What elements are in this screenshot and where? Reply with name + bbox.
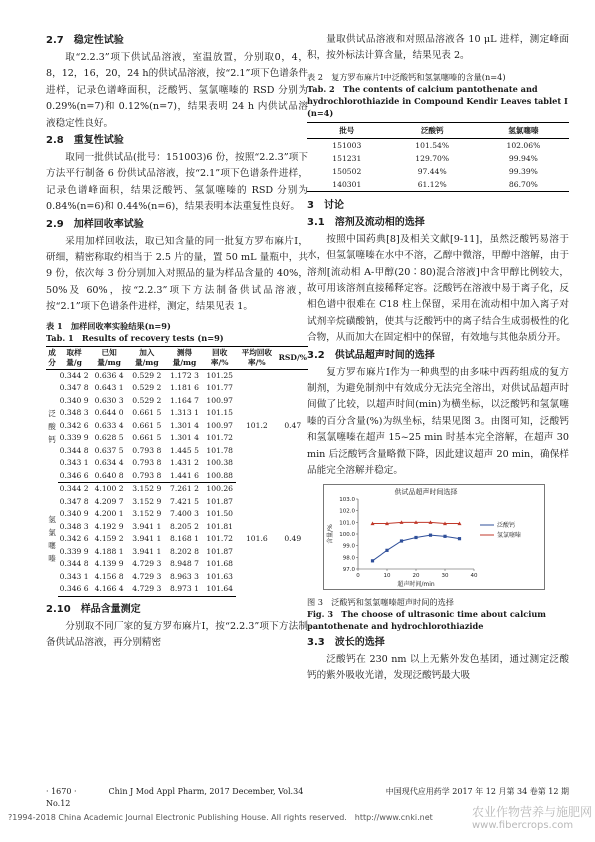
table-cell: 100.97 — [206, 395, 233, 405]
table-cell: 1.172 3 — [169, 370, 199, 380]
table-cell: 1.181 6 — [169, 383, 199, 393]
table-cell: 101.54% — [415, 140, 450, 150]
table-cell: 0.661 5 — [132, 433, 162, 443]
section-2-9-heading — [46, 217, 308, 233]
section-2-7-heading — [46, 33, 308, 49]
data-point — [443, 534, 446, 537]
section-number: 3.1 — [307, 216, 325, 228]
table-cell: 0.339 9 — [59, 433, 89, 443]
table-cell: 7.421 5 — [169, 496, 199, 506]
table-cell: 102.06% — [506, 140, 541, 150]
data-point — [385, 548, 388, 551]
table-cell: 0.637 5 — [94, 445, 124, 455]
x-tick-label: 20 — [412, 572, 420, 579]
table-cell: 4.156 8 — [94, 571, 124, 581]
footer-left: · 1670 · Chin J Mod Appl Pharm, 2017 December, Vol.34 No.12 — [46, 787, 304, 808]
table-cell: 4.100 2 — [94, 484, 124, 494]
section-title: 稳定性试验 — [73, 35, 124, 46]
table-cell: 101.68 — [206, 559, 233, 569]
data-point — [458, 537, 461, 540]
component-name: 泛酸钙 — [48, 408, 56, 444]
table-cell: 0.339 9 — [59, 546, 89, 556]
table-cell: 0.343 1 — [59, 571, 89, 581]
table-cell: 0.643 1 — [94, 383, 124, 393]
table-1-caption — [46, 320, 308, 344]
section-title: 加样回收率试验 — [73, 218, 144, 230]
table-cell: 101.15 — [206, 408, 233, 418]
figure-3-chart — [323, 484, 545, 590]
table-cell: 101.50 — [206, 509, 233, 519]
table-cell: 1.301 4 — [169, 433, 199, 443]
legend-label: 氢氯噻嗪 — [497, 531, 522, 539]
table-cell: 4.729 3 — [132, 571, 162, 581]
table-header-row — [307, 122, 569, 138]
table-cell: 4.729 3 — [132, 559, 162, 569]
section-number: 3.2 — [307, 349, 325, 361]
table-cell: 8.963 3 — [169, 571, 199, 581]
figure-3-caption-en: Fig. 3 The choose of ultrasonic time about calcium pantothenate and hydrochlorothiazide — [307, 608, 546, 631]
table-cell: 0.342 6 — [59, 420, 89, 430]
table-cell: 0.529 2 — [132, 383, 162, 393]
section-3-2-heading — [307, 348, 569, 364]
watermark-line-1: 农业作物营养与施肥网 — [472, 805, 593, 819]
table-cell: 0.529 2 — [132, 370, 162, 380]
table-cell: 101.64 — [203, 583, 236, 596]
table-cell: 4.209 7 — [94, 496, 124, 506]
table-cell: 4.729 3 — [128, 583, 166, 596]
table-cell: 3.152 9 — [132, 509, 162, 519]
legend-label: 泛酸钙 — [497, 521, 516, 529]
table-cell: 0.346 6 — [58, 470, 90, 483]
table-cell: 8.973 1 — [166, 583, 204, 596]
table-cell: 99.39% — [508, 166, 538, 176]
y-tick-label: 102.0 — [339, 508, 355, 515]
table-cell: 0.661 5 — [132, 408, 162, 418]
table-cell: 3.152 9 — [132, 484, 162, 494]
table-cell: 101.72 — [206, 433, 233, 443]
table-cell: 0.346 6 — [58, 583, 90, 596]
y-tick-label: 103.0 — [339, 496, 355, 503]
table-cell: 3.152 9 — [132, 496, 162, 506]
table-cell: 4.166 4 — [90, 583, 128, 596]
table-cell: 7.400 3 — [169, 509, 199, 519]
y-tick-label: 100.0 — [339, 531, 355, 538]
rsd-value: 0.47 — [284, 420, 302, 430]
table-row — [46, 483, 308, 496]
table-1-caption-en: Tab. 1 Results of recovery tests (n=9) — [46, 332, 224, 343]
y-axis-label: 含量/% — [327, 523, 334, 544]
section-number: 2.7 — [46, 35, 64, 46]
table-cell: 0.343 1 — [59, 458, 89, 468]
paragraph-recovery: 采用加样回收法，取已知含量的同一批复方罗布麻片Ⅰ，研细，精密称取约相当于 2.5 片的量，置 50 mL 量瓶中，共 9 份，依次每 3 份分别加入对照品的量为样品含量的 40%，50%及 60%，按“2.2.3”项下方法制备供试品溶液，按“2.1”项下色谱条件进样，测定，结果见表 1。 — [46, 235, 308, 313]
table-cell: 101.72 — [206, 534, 233, 544]
table-header-row — [46, 346, 308, 369]
table-cell: 0.634 4 — [94, 458, 124, 468]
figure-3-caption — [307, 596, 569, 632]
data-point — [429, 533, 432, 536]
table-2-caption — [307, 71, 569, 119]
table-cell: 101.78 — [206, 445, 233, 455]
section-2-10-heading — [46, 602, 308, 618]
watermark-line-2: www.fibercrops.com — [472, 820, 574, 831]
table-cell: 0.344 8 — [59, 559, 89, 569]
section-number: 2.8 — [46, 135, 64, 147]
table-cell: 101.81 — [206, 521, 233, 531]
table-cell: 101.63 — [206, 571, 233, 581]
footer-right: 中国现代应用药学 2017 年 12 月第 34 卷第 12 期 — [385, 787, 569, 796]
rsd-value: 0.49 — [284, 534, 302, 544]
paragraph-repeatability: 取同一批供试品(批号：151003)6 份，按照“2.2.3”项下方法平行制备 6 份供试品溶液，按“2.1”项下色谱条件进样，记录色谱峰面积，结果泛酸钙、氢氯噻嗪的 RSD 分别为 0.84%(n=6)和 0.44%(n=6)，结果表明本法重复性良好。 — [46, 152, 308, 213]
section-title: 溶剂及流动相的选择 — [334, 216, 425, 228]
table-cell: 0.661 5 — [132, 420, 162, 430]
table-header-cell: 成分 — [46, 346, 58, 369]
data-point — [414, 535, 417, 538]
table-cell: 0.793 8 — [128, 470, 166, 483]
x-tick-label: 30 — [441, 572, 449, 579]
table-cell: 61.12% — [387, 178, 478, 192]
table-row — [307, 138, 569, 152]
x-axis-label: 超声时间/min — [397, 580, 435, 588]
component-name: 氢氯噻嗪 — [48, 515, 56, 564]
chart-svg — [324, 485, 544, 589]
paragraph-ultrasonic: 复方罗布麻片Ⅰ作为一种典型的由多味中西药组成的复方制剂，为避免制剂中有效成分无法完全溶出，对供试品超声时间做了比较，以超声时间(min)为横坐标，以泛酸钙和氢氯噻嗪的百分含量(%)为纵坐标，结果见图 3。由图可知，泛酸钙和氢氯噻嗪在超声 15~25 min 时基本完全溶解，在超声 30 min 后泛酸钙含量略微下降，因此建议超声 20 min，确保样品能完全溶解并稳定。 — [307, 366, 569, 477]
x-tick-label: 10 — [383, 572, 391, 579]
table-cell: 100.88 — [203, 470, 236, 483]
table-cell: 8.202 8 — [169, 546, 199, 556]
x-tick-label: 0 — [356, 572, 360, 579]
table-cell: 1.164 7 — [169, 395, 199, 405]
table-cell: 0.344 8 — [59, 445, 89, 455]
table-cell: 86.70% — [478, 178, 569, 192]
table-cell: 3.941 1 — [132, 521, 162, 531]
table-row — [307, 152, 569, 165]
table-header-cell: 批号 — [307, 122, 387, 138]
average-recovery: 101.2 — [245, 420, 268, 430]
right-column — [307, 32, 569, 684]
copyright-notice: ?1994-2018 China Academic Journal Electronic Publishing House. All rights reserved. http://www.cnki.net — [8, 813, 433, 822]
table-cell: 101.87 — [206, 496, 233, 506]
x-tick-label: 40 — [470, 572, 478, 579]
table-cell: 99.94% — [508, 153, 538, 163]
section-3-heading — [307, 198, 569, 214]
table-header-cell: 回收率/% — [203, 346, 236, 369]
table-cell: 3.941 1 — [132, 534, 162, 544]
paragraph-wavelength: 泛酸钙在 230 nm 以上无紫外发色基团，通过测定泛酸钙的紫外吸收光谱，发现泛酸钙最大吸 — [307, 653, 569, 681]
content-table — [307, 122, 569, 192]
table-cell: 0.348 3 — [59, 521, 89, 531]
table-cell: 150502 — [332, 166, 362, 176]
table-cell: 7.261 2 — [169, 484, 199, 494]
section-2-8-heading — [46, 133, 308, 149]
table-header-cell: 已知量/mg — [90, 346, 128, 369]
table-cell: 1.441 6 — [166, 470, 204, 483]
table-header-cell: 氢氯噻嗪 — [478, 122, 569, 138]
section-title: 讨论 — [323, 199, 344, 211]
chart-title: 供试品超声时间选择 — [394, 487, 458, 496]
section-3-3-heading — [307, 635, 569, 651]
table-cell: 1.301 4 — [169, 420, 199, 430]
table-cell: 4.188 1 — [94, 546, 124, 556]
table-cell: 0.348 3 — [59, 408, 89, 418]
table-header-cell: RSD/% — [278, 346, 308, 369]
table-cell: 100.26 — [206, 484, 233, 494]
table-cell: 8.168 1 — [169, 534, 199, 544]
y-tick-label: 98.0 — [342, 554, 355, 561]
table-row — [307, 178, 569, 192]
table-cell: 0.340 9 — [59, 395, 89, 405]
table-cell: 0.793 8 — [132, 458, 162, 468]
section-title: 波长的选择 — [334, 636, 385, 648]
table-cell: 0.640 8 — [90, 470, 128, 483]
section-3-1-heading — [307, 215, 569, 231]
table-cell: 0.344 2 — [59, 484, 89, 494]
figure-3-caption-cn: 图 3 泛酸钙和氢氯噻嗪超声时间的选择 — [307, 596, 454, 607]
y-tick-label: 97.0 — [342, 566, 355, 573]
table-header-cell: 加入量/mg — [128, 346, 166, 369]
table-cell: 100.97 — [206, 420, 233, 430]
table-cell: 0.529 2 — [132, 395, 162, 405]
table-cell: 101.77 — [206, 383, 233, 393]
table-cell: 8.948 7 — [169, 559, 199, 569]
paragraph-stability: 取“2.2.3”项下供试品溶液，室温放置，分别取0，4，8，12，16，20，24 h的供试品溶液，按“2.1”项下色谱条件进样，记录色谱峰面积，泛酸钙、氢氯噻嗪的 RSD 分别为 0.29%(n=7)和 0.12%(n=7)，结果表明 24 h 内供试品溶液稳定性良好。 — [46, 52, 308, 129]
table-cell: 4.200 1 — [94, 509, 124, 519]
table-cell: 4.159 2 — [94, 534, 124, 544]
section-title: 样品含量测定 — [80, 603, 141, 615]
table-row — [46, 369, 308, 382]
table-cell: 151231 — [332, 153, 362, 163]
section-number: 2.9 — [46, 218, 64, 230]
section-title: 重复性试验 — [73, 135, 124, 147]
table-1-caption-cn: 表 1 加样回收率实验结果(n=9) — [46, 320, 171, 331]
table-cell: 0.633 4 — [94, 420, 124, 430]
table-cell: 3.941 1 — [132, 546, 162, 556]
table-cell: 101.25 — [206, 370, 233, 380]
table-cell: 0.628 5 — [94, 433, 124, 443]
table-cell: 4.192 9 — [94, 521, 124, 531]
recovery-table — [46, 346, 308, 597]
table-header-cell: 测得量/mg — [166, 346, 204, 369]
table-row — [307, 165, 569, 178]
table-header-cell: 平均回收率/% — [236, 346, 277, 369]
table-cell: 101.87 — [206, 546, 233, 556]
table-cell: 0.644 0 — [94, 408, 124, 418]
table-cell: 0.630 3 — [94, 395, 124, 405]
table-cell: 1.431 2 — [169, 458, 199, 468]
watermark — [472, 806, 592, 832]
table-cell: 0.340 9 — [59, 509, 89, 519]
table-cell: 1.313 1 — [169, 408, 199, 418]
table-cell: 0.344 2 — [59, 370, 89, 380]
table-cell: 140301 — [307, 178, 387, 192]
table-cell: 151003 — [332, 140, 362, 150]
paragraph-solvent: 按照中国药典[8]及相关文献[9-11]，虽然泛酸钙易溶于水，但氢氯噻嗪在水中不溶，乙醇中微溶，甲醇中溶解，由于溶剂[流动相 A-甲醇(20∶80)混合溶液]中含甲醇比例较大，故可用该溶剂直接稀释定容。泛酸钙在溶液中易于离子化，反相色谱中很难在 C18 柱上保留，采用在流动相中加入离子对试剂辛烷磺酸钠，使其与泛酸钙中的离子结合生成弱极性的化合物，从而加大在固定相中的保留，有效地与其他杂质分开。 — [307, 233, 569, 344]
data-point — [371, 559, 374, 562]
table-cell: 0.636 4 — [94, 370, 124, 380]
paragraph-continued: 量取供试品溶液和对照品溶液各 10 μL 进样，测定峰面积，按外标法计算含量，结果见表 2。 — [307, 34, 569, 62]
table-cell: 0.347 8 — [59, 496, 89, 506]
average-recovery: 101.6 — [245, 534, 268, 544]
data-point — [400, 539, 403, 542]
table-cell: 4.139 9 — [94, 559, 124, 569]
table-cell: 0.347 8 — [59, 383, 89, 393]
table-cell: 8.205 2 — [169, 521, 199, 531]
table-2-caption-cn: 表 2 复方罗布麻片Ⅰ中泛酸钙和氢氯噻嗪的含量(n=4) — [307, 71, 506, 82]
y-tick-label: 99.0 — [342, 543, 355, 550]
section-title: 供试品超声时间的选择 — [334, 349, 435, 361]
section-number: 3 — [307, 199, 314, 211]
table-header-cell: 取样量/g — [58, 346, 90, 369]
table-cell: 0.793 8 — [132, 445, 162, 455]
y-tick-label: 101.0 — [339, 519, 355, 526]
table-cell: 100.38 — [206, 458, 233, 468]
table-cell: 0.342 6 — [59, 534, 89, 544]
table-2-caption-en: Tab. 2 The contents of calcium pantothenate and hydrochlorothiazide in Compound Kendir Leaves tablet Ⅰ (n=4) — [307, 83, 568, 118]
table-cell: 129.70% — [415, 153, 450, 163]
table-cell: 1.445 5 — [169, 445, 199, 455]
section-number: 3.3 — [307, 636, 325, 648]
table-cell: 97.44% — [417, 166, 447, 176]
section-number: 2.10 — [46, 603, 71, 615]
left-column — [46, 32, 308, 652]
paragraph-content-determination: 分别取不同厂家的复方罗布麻片Ⅰ，按“2.2.3”项下方法制备供试品溶液，再分别精密 — [46, 620, 308, 649]
table-header-cell: 泛酸钙 — [387, 122, 478, 138]
